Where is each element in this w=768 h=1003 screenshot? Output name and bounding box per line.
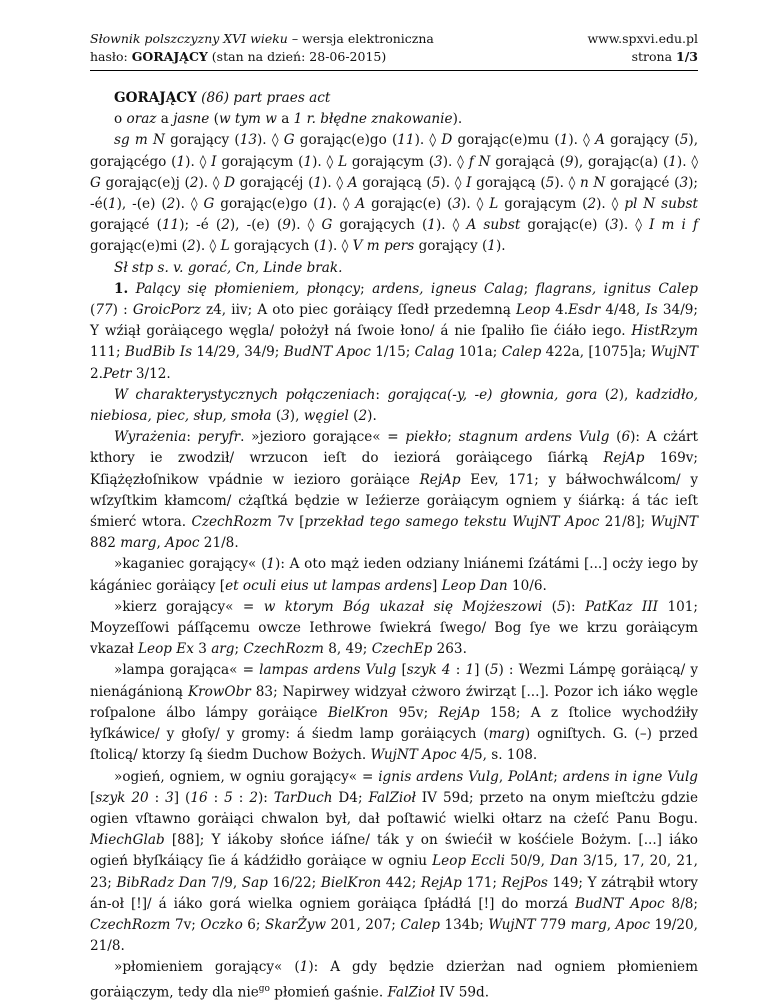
haslo-word: GORAJĄCY: [131, 49, 208, 64]
page-prefix: strona: [631, 49, 677, 64]
header-right: [587, 30, 698, 66]
header-rule: [90, 70, 698, 71]
para-sl: Sł stp s. v. gorać, Cn, Linde brak.: [114, 259, 343, 276]
entry-head: [90, 88, 698, 109]
para-lampa: »lampa gorająca« = lampas ardens Vulg [szyk 4 : 1] (5) : Wezmi Lámpę gorȧiącą/ y nienágánioną KrowObr 83; Napirwey widzyał cżworo źwirząt [...]. Pozor ich iáko węgle roſpalone álbo lámpy gorȧiące BielKron 95v; RejAp 158; A z ſtolice wychodźiły łyſkáwice/ y głoſy/ y gromy: á śiedm lamp gorȧiących (marg) ogniſtych. G. (–) przed ſtolicą/ ktorzy ſą śiedm Duchow Bożych. WujNT Apoc 4/5, s. 108.: [90, 662, 699, 764]
headword: GORAJĄCY: [114, 90, 197, 106]
haslo-prefix: hasło:: [90, 49, 132, 64]
site-url: www.spxvi.edu.pl: [587, 31, 698, 46]
haslo-suffix: (stan na dzień: 28-06-2015): [207, 49, 387, 64]
entry-body: [90, 88, 698, 1003]
para-sense-1: 1. Palący się płomieniem, płonący; ardens, igneus Calag; flagrans, ignitus Calep (77) : GroicPorz z4, iiv; A oto piec gorȧiący ſſedł przedemną Leop 4.Esdr 4/48, Is 34/9; Y wźiął gorȧiącego węgla/ położył ná ſwoie łono/ á nie ſpaliło ſie ćiáło iego. HistRzym 111; BudBib Is 14/29, 34/9; BudNT Apoc 1/15; Calag 101a; Calep 422a, [1075]a; WujNT 2.Petr 3/12.: [90, 280, 699, 382]
para-o: o oraz a jasne (w tym w a 1 r. błędne znakowanie).: [114, 111, 463, 128]
pos: part praes act: [233, 90, 331, 106]
para-plomien: »płomieniem gorający« (1): A gdy będzie dzierżan nad ogniem płomieniem gorȧiączym, tedy dla nie$^{go}$ płomień gaśnie. FalZioł IV 59d.: [90, 959, 698, 1001]
para-kierz: »kierz gorający« = w ktorym Bóg ukazał się Mojżeszowi (5): PatKaz III 101; Moyzeſſowi páſſącemu owcze Iethrowe ſwiekrá ſwego/ Bog ſye we krzu gorȧiącym vkazał Leop Ex 3 arg; CzechRozm 8, 49; CzechEp 263.: [90, 598, 698, 658]
dictionary-title: Słownik polszczyzny XVI wieku: [90, 31, 288, 46]
para-forms: sg m N gorający (13). ◊ G gorając(e)go (11). ◊ D gorając(e)mu (1). ◊ A gorający (5), gorającégo (1). ◊ I gorającym (1). ◊ L gorającym (3). ◊ f N gorającȧ (9), gorając(a) (1). ◊ G gorając(e)j (2). ◊ D gorającéj (1). ◊ A gorającą (5). ◊ I gorającą (5). ◊ n N gorającé (3); -é(1), -(e) (2). ◊ G gorając(e)go (1). ◊ A gorając(e) (3). ◊ L gorającym (2). ◊ pl N subst gorającé (11); -é (2), -(e) (9). ◊ G gorających (1). ◊ A subst gorając(e) (3). ◊ I m i f gorając(e)mi (2). ◊ L gorających (1). ◊ V m pers gorający (1).: [90, 132, 699, 255]
header-left: [90, 30, 434, 66]
page-number: 1: [676, 49, 685, 64]
para-ogien: »ogień, ogniem, w ogniu gorający« = ignis ardens Vulg, PolAnt; ardens in igne Vulg [szyk 20 : 3] (16 : 5 : 2): TarDuch D4; FalZioł IV 59d; przeto na onym mieſtcżu gdzie ogien vſtawno gorȧiąci chwalon był, dał poſtawić wielki ołtarz na cżeſć Panu Bogu. MiechGlab [88]; Y iákoby słońce iáſne/ ták y on świećił w kośćiele Bożym. [...] iáko ogień błyſkáiący ſie á kádźidło gorȧiące w ogniu Leop Eccli 50/9, Dan 3/15, 17, 20, 21, 23; BibRadz Dan 7/9, Sap 16/22; BielKron 442; RejAp 171; RejPos 149; Y zátrąbił wtory án-oł [!]/ á iáko gorá wielka ogniem gorȧiąca ſpłádłá [!] do morzá BudNT Apoc 8/8; CzechRozm 7v; Oczko 6; SkarŻyw 201, 207; Calep 134b; WujNT 779 marg, Apoc 19/20, 21/8.: [90, 768, 699, 955]
page-total: /3: [684, 49, 698, 64]
para-kaganiec: »kaganiec gorający« (1): A oto mąż ieden odziany lniánemi ſzátámi [...] ocży iego by kágániec gorȧiący [et oculi eius ut lampas ardens] Leop Dan 10/6.: [90, 556, 698, 594]
para-characteristic: W charakterystycznych połączeniach: gorająca(-y, -e) głownia, gora (2), kadzidło, niebiosa, piec, słup, smoła (3), węgiel (2).: [90, 386, 699, 425]
dictionary-title-suffix: – wersja elektroniczna: [287, 31, 434, 46]
count: (86): [201, 90, 230, 106]
para-expressions: Wyrażenia: peryfr. »jezioro gorające« = piekło; stagnum ardens Vulg (6): A cżárt kthory ie zwodził/ wrzucon ieſt do ieziorá gorȧiącego ſiárką RejAp 169v; Kſiążęzłoſnikow vpádnie w iezioro gorȧiące RejAp Eev, 171; y báłwochwálcom/ y wſzyſtkim kłamcom/ cżąſtká będzie w Ieźierze gorȧiącym ogniem y śiárką: á tác ieſt śmierć wtora. CzechRozm 7v [przekład tego samego tekstu WujNT Apoc 21/8]; WujNT 882 marg, Apoc 21/8.: [90, 429, 699, 552]
